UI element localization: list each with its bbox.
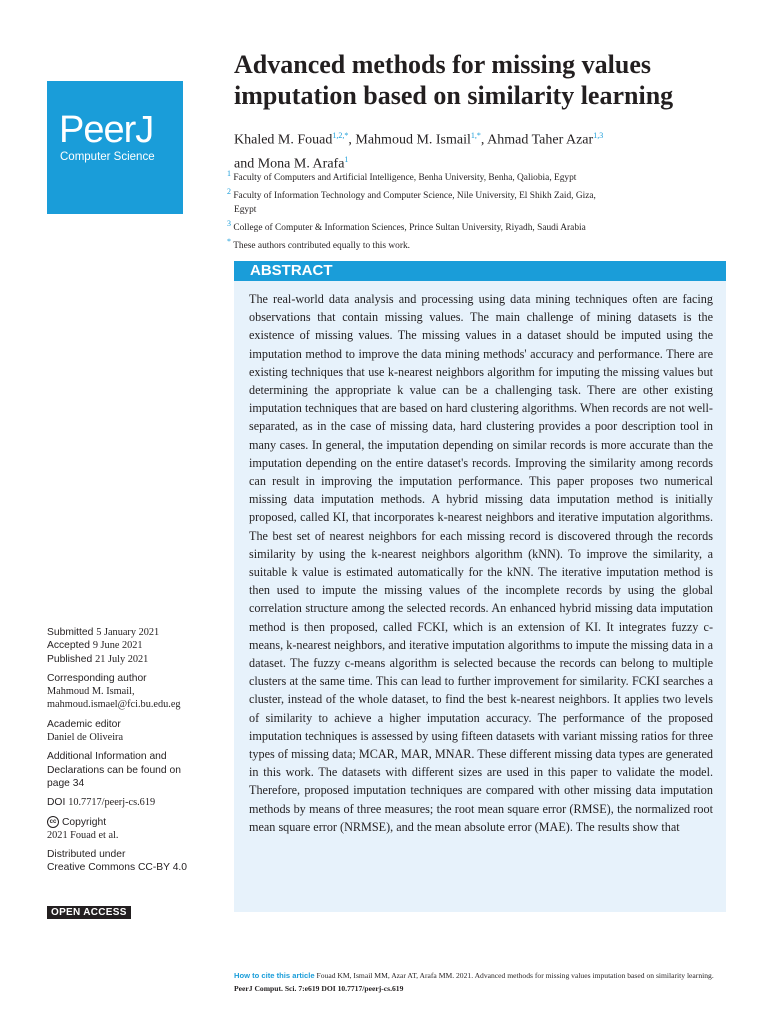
affiliation-text: College of Computer & Information Sciences, Prince Sultan University, Riyadh, Saudi Arabia <box>233 223 586 234</box>
abstract-text: The real-world data analysis and processing using data mining techniques often are facing observations that contain missing values. The main challenge of mining datasets is the existence of missing values. The missing values in a dataset should be imputed using the imputation method to improve the data mining methods' accuracy and performance. There are existing techniques that use k-nearest neighbors algorithm for imputing the missing values but determining the appropriate k value can be a challenging task. There are other existing imputation techniques that are based on hard clustering algorithms. When records are not well-separated, as in the case of missing data, hard clustering provides a poor description tool in many cases. In general, the imputation depending on similar records is more accurate than the imputation depending on the entire dataset's records. Improving the similarity among records can result in improving the imputation performance. This paper proposes two numerical missing data imputation methods. A hybrid missing data imputation method is initially proposed, called KI, that incorporates k-nearest neighbors and iterative imputation algorithms. The best set of nearest neighbors for each missing record is discovered through the records similarity by using the k-nearest neighbors algorithm (kNN). To improve the similarity, a suitable k value is estimated automatically for the kNN. The iterative imputation method is then used to impute the missing values of the incomplete records by using the global correlation structure among the selected records. An enhanced hybrid missing data imputation method is then proposed, called FCKI, which is an extension of KI. It integrates fuzzy c-means, k-nearest neighbors, and iterative imputation algorithms to impute the missing data in a dataset. The fuzzy c-means algorithm is selected because the records can belong to multiple clusters at the same time. This can lead to further improvement for similarity. FCKI searches a cluster, instead of the whole dataset, to find the best k-nearest neighbors. It applies two levels of similarity to achieve a higher imputation accuracy. The performance of the proposed imputation techniques is assessed by using fifteen datasets with variant missing ratios for three types of missing data; MCAR, MAR, MNAR. These different missing data types are generated in this work. The datasets with different sizes are used in this paper to validate the model. Therefore, proposed imputation techniques are compared with other missing data imputation methods by means of three measures; the root mean square error (RMSE), the normalized root mean square error (NRMSE), and the mean absolute error (MAE). The results show that <box>249 292 713 834</box>
affiliation-text: These authors contributed equally to this work. <box>233 241 410 252</box>
doi-link[interactable]: 10.7717/peerj-cs.619 <box>68 797 156 809</box>
corresponding-author-label: Corresponding author <box>47 672 147 684</box>
copyright-block <box>47 816 212 843</box>
logo-brand: PeerJ <box>59 109 154 151</box>
author-separator: , <box>480 132 488 148</box>
title-line-1: Advanced methods for missing values <box>234 50 652 79</box>
affiliation-list <box>227 167 697 254</box>
academic-editor-name: Daniel de Oliveira <box>47 732 124 744</box>
published-label: Published <box>47 653 93 665</box>
creative-commons-icon: cc <box>47 816 59 828</box>
citation-block <box>234 969 734 995</box>
author-affiliation-marker: 1,* <box>470 131 481 140</box>
equal-contribution-note <box>227 235 697 253</box>
corresponding-author-block <box>47 672 212 712</box>
corresponding-author-email[interactable]: mahmoud.ismael@fci.bu.edu.eg <box>47 699 181 711</box>
academic-editor-label: Academic editor <box>47 718 121 730</box>
affiliation-text: Faculty of Information Technology and Computer Science, Nile University, El Shikh Zaid, Giza, <box>233 191 596 202</box>
logo-subtitle: Computer Science <box>60 151 155 163</box>
license-block <box>47 848 212 875</box>
citation-journal: PeerJ Comput. Sci. <box>234 984 297 993</box>
affiliation <box>227 217 697 235</box>
affiliation-marker: * <box>227 237 231 247</box>
accepted-date: 9 June 2021 <box>92 640 143 652</box>
article-title <box>234 49 754 111</box>
dates-block <box>47 626 212 666</box>
author-name: Ahmad Taher Azar <box>487 132 594 148</box>
author-affiliation-marker: 1 <box>344 154 349 164</box>
article-sidebar <box>47 626 212 881</box>
author-name: Mahmoud M. Ismail <box>355 132 471 148</box>
author-name: Mona M. Arafa <box>257 156 345 172</box>
citation-text: Fouad KM, Ismail MM, Azar AT, Arafa MM. 2021. Advanced methods for missing values imputation based on similarity learning. <box>316 971 714 980</box>
copyright-holder: 2021 Fouad et al. <box>47 829 119 841</box>
doi-block <box>47 796 212 809</box>
copyright-label: Copyright <box>62 816 107 828</box>
affiliation-text-continued: Egypt <box>234 205 257 216</box>
academic-editor-block <box>47 718 212 745</box>
affiliation <box>227 185 697 217</box>
author-name: Khaled M. Fouad <box>234 132 333 148</box>
author-affiliation-marker: 1,2,* <box>332 131 349 140</box>
affiliation-marker: 3 <box>227 219 231 229</box>
corresponding-author-name: Mahmoud M. Ismail, <box>47 686 135 698</box>
additional-info-block <box>47 750 212 790</box>
affiliation <box>227 167 697 185</box>
license-label: Distributed under <box>47 849 126 861</box>
journal-logo <box>47 81 183 214</box>
submitted-label: Submitted <box>47 627 94 638</box>
author-affiliation-marker: 1,3 <box>593 131 604 140</box>
affiliation-marker: 1 <box>227 169 231 178</box>
additional-info-line: Additional Information and <box>47 751 167 763</box>
additional-info-line: Declarations can be found on <box>47 764 181 776</box>
license-name[interactable]: Creative Commons CC-BY 4.0 <box>47 862 188 874</box>
citation-volume: 7:e619 <box>298 984 320 993</box>
abstract-heading: ABSTRACT <box>250 262 333 279</box>
doi-label: DOI <box>47 797 66 809</box>
author-conjunction: and <box>234 156 258 172</box>
additional-info-line: page 34 <box>47 777 85 789</box>
published-date: 21 July 2021 <box>95 653 149 665</box>
citation-label: How to cite this article <box>234 971 315 980</box>
open-access-badge: OPEN ACCESS <box>47 906 131 919</box>
accepted-label: Accepted <box>47 640 90 652</box>
author-separator: , <box>348 132 356 148</box>
submitted-date: 5 January 2021 <box>96 627 160 638</box>
title-line-2: imputation based on similarity learning <box>234 81 674 110</box>
citation-doi[interactable]: DOI 10.7717/peerj-cs.619 <box>321 984 404 993</box>
affiliation-text: Faculty of Computers and Artificial Intelligence, Benha University, Benha, Qaliobia, Egypt <box>233 173 577 184</box>
abstract-heading-bar <box>234 261 726 281</box>
affiliation-marker: 2 <box>227 187 231 197</box>
